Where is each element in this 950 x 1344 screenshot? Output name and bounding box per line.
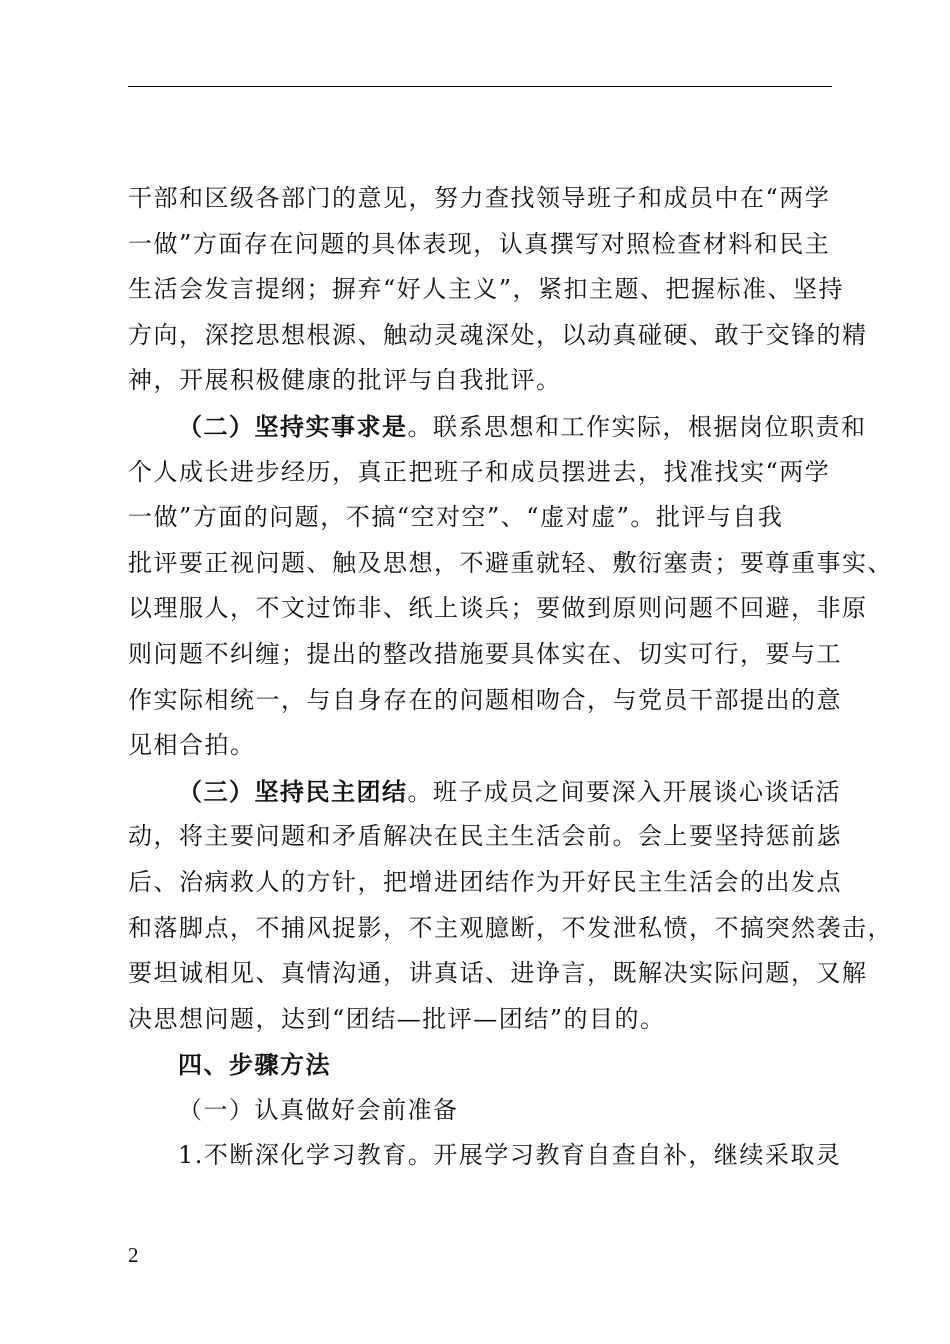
paragraph-2-first-line [128, 404, 867, 450]
body-line: 一做”方面的问题，不搞“空对空”、“虚对虚”。批评与自我 [128, 503, 784, 532]
page-number: 2 [128, 1243, 139, 1267]
body-text: 。联系思想和工作实际，根据岗位职责和 [407, 412, 867, 441]
body-line: 方向，深挖思想根源、触动灵魂深处，以动真碰硬、敢于交锋的精 [128, 320, 868, 349]
subheading-2: （二）坚持实事求是 [178, 411, 408, 441]
body-line: 则问题不纠缠；提出的整改措施要具体实在、切实可行，要与工 [128, 639, 842, 668]
body-text: 。班子成员之间要深入开展谈心谈话活 [407, 777, 841, 806]
body-line: 神，开展积极健康的批评与自我批评。 [128, 366, 562, 395]
section-heading: 四、步骤方法 [178, 1050, 331, 1080]
body-line: 见相合拍。 [128, 731, 256, 760]
header-rule [128, 86, 832, 87]
body-line: 决思想问题，达到“团结—批评—团结”的目的。 [128, 1004, 666, 1033]
body-line: 生活会发言提纲；摒弃“好人主义”，紧扣主题、把握标准、坚持 [128, 275, 845, 304]
body-line: 后、治病救人的方针，把增进团结作为开好民主生活会的出发点 [128, 867, 842, 896]
body-line: 一做”方面存在问题的具体表现，认真撰写对照检查材料和民主 [128, 229, 831, 258]
body-line: 动，将主要问题和矛盾解决在民主生活会前。会上要坚持惩前毖 [128, 822, 842, 851]
body-line: 以理服人，不文过饰非、纸上谈兵；要做到原则问题不回避，非原 [128, 594, 868, 623]
subsection-heading: （一）认真做好会前准备 [178, 1095, 459, 1124]
body-line: 批评要正视问题、触及思想，不避重就轻、敷衍塞责；要尊重事实、 [128, 548, 893, 577]
body-line: 个人成长进步经历，真正把班子和成员摆进去，找准找实“两学 [128, 457, 831, 486]
paragraph-3-first-line [128, 769, 841, 815]
body-line: 1.不断深化学习教育。开展学习教育自查自补，继续采取灵 [178, 1141, 842, 1170]
body-line: 和落脚点，不捕风捉影，不主观臆断，不发泄私愤，不搞突然袭击， [128, 913, 893, 942]
document-body [128, 176, 893, 1179]
subheading-3: （三）坚持民主团结 [178, 776, 408, 806]
body-line: 干部和区级各部门的意见，努力查找领导班子和成员中在“两学 [128, 184, 831, 212]
body-line: 要坦诚相见、真情沟通，讲真话、进诤言，既解决实际问题，又解 [128, 959, 868, 988]
body-line: 作实际相统一，与自身存在的问题相吻合，与党员干部提出的意 [128, 685, 842, 714]
